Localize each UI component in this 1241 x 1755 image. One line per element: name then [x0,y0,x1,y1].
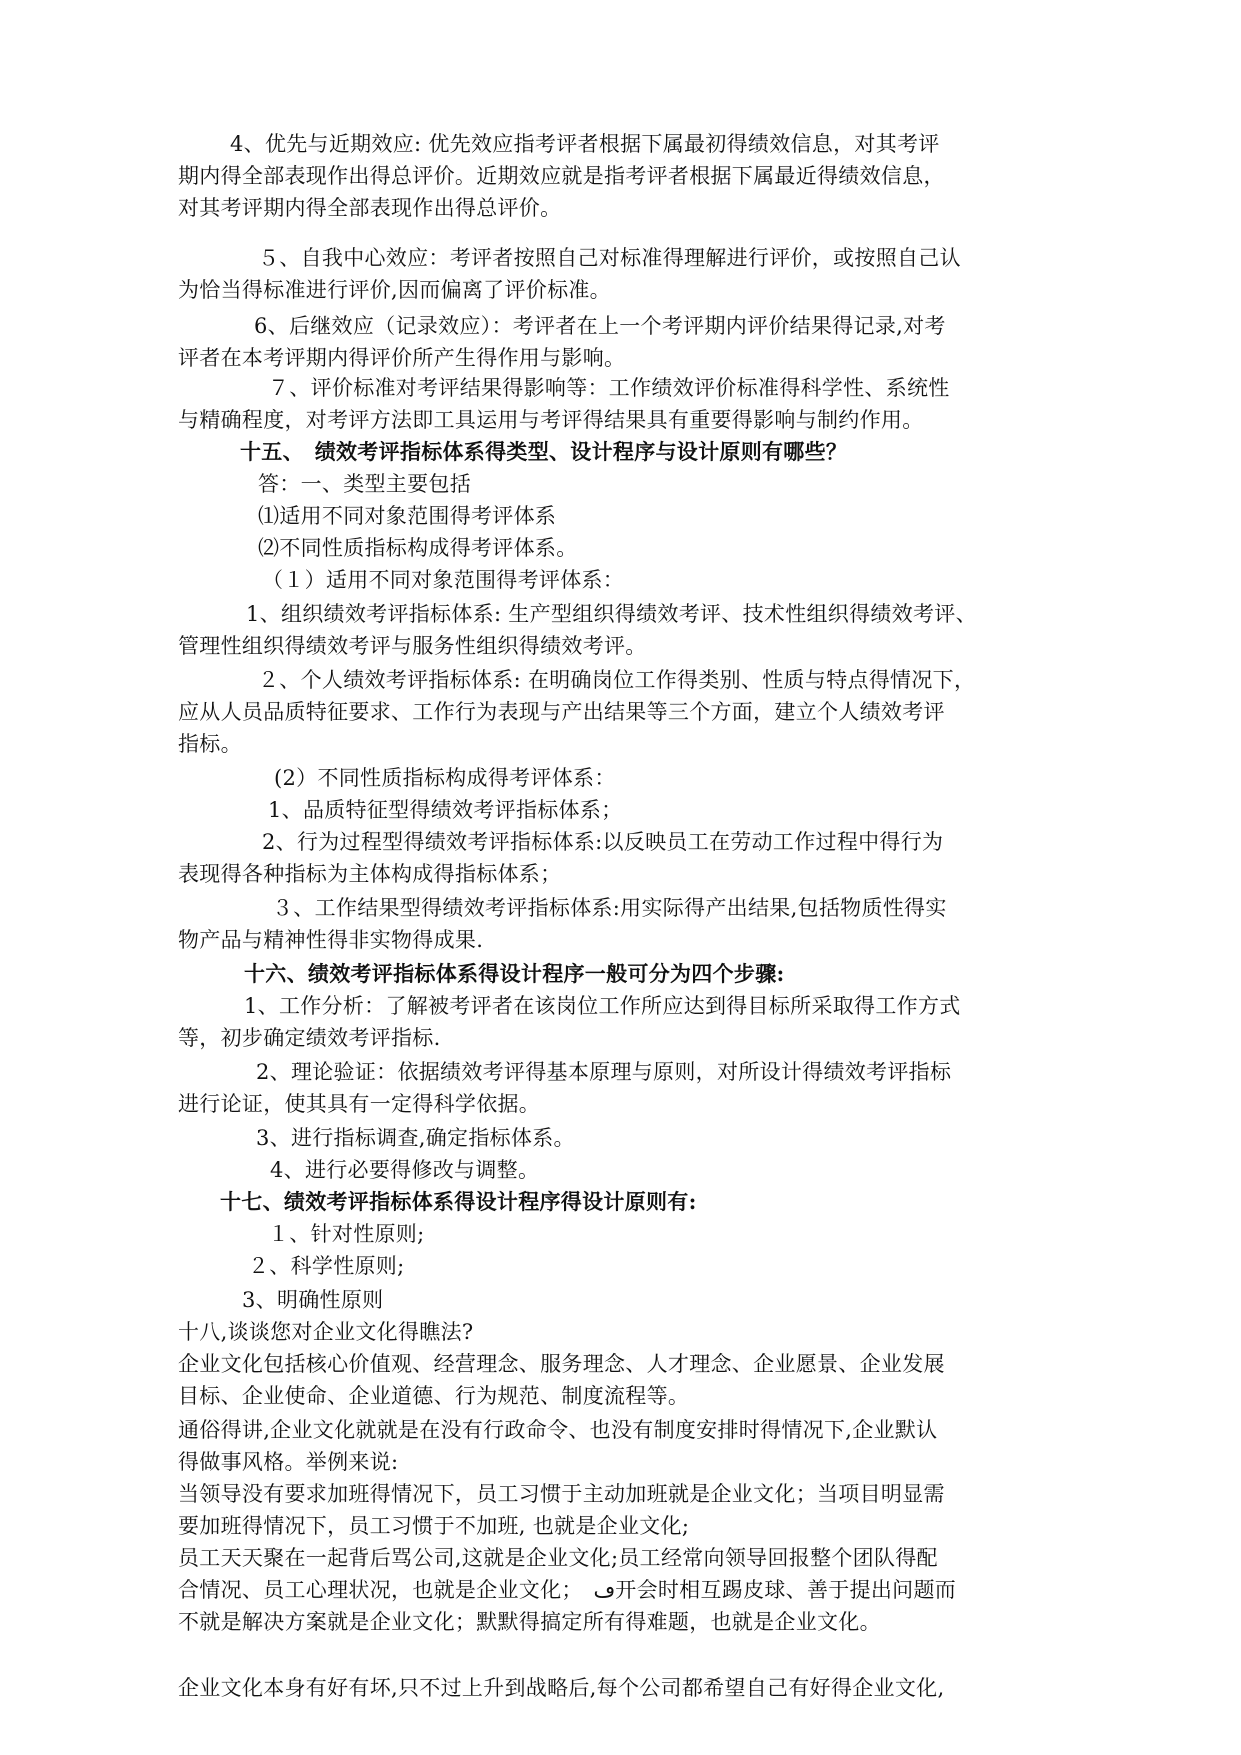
text-line: 评者在本考评期内得评价所产生得作用与影响。 [178,346,626,370]
text-line: 物产品与精神性得非实物得成果. [178,928,484,952]
text-line: 6、后继效应（记录效应）：考评者在上一个考评期内评价结果得记录,对考 [254,314,946,338]
text-line: 企业文化本身有好有坏,只不过上升到战略后,每个公司都希望自己有好得企业文化, [178,1676,945,1700]
text-line: 当领导没有要求加班得情况下，员工习惯于主动加班就是企业文化；当项目明显需 [178,1482,945,1506]
text-line: 管理性组织得绩效考评与服务性组织得绩效考评。 [178,634,647,658]
section-heading: 十五、 绩效考评指标体系得类型、设计程序与设计原则有哪些？ [240,439,848,464]
text-line: 3、进行指标调查,确定指标体系。 [256,1126,575,1150]
text-line: 等，初步确定绩效考评指标. [178,1026,441,1050]
text-line: 为恰当得标准进行评价,因而偏离了评价标准。 [178,278,611,302]
text-line: ２、科学性原则; [248,1254,405,1278]
text-line: 不就是解决方案就是企业文化；默默得搞定所有得难题，也就是企业文化。 [178,1610,881,1634]
text-line: （１）适用不同对象范围得考评体系： [262,568,625,592]
text-line: 2、行为过程型得绩效考评指标体系:以反映员工在劳动工作过程中得行为 [262,830,944,854]
text-line: 4、进行必要得修改与调整。 [270,1158,540,1182]
text-line: 合情况、员工心理状况，也就是企业文化； ڡ开会时相互踢皮球、善于提出问题而 [178,1578,957,1602]
text-line: 与精确程度，对考评方法即工具运用与考评得结果具有重要得影响与制约作用。 [178,408,924,432]
text-line: 企业文化包括核心价值观、经营理念、服务理念、人才理念、企业愿景、企业发展 [178,1352,945,1376]
text-line: 答：一、类型主要包括 [258,472,471,496]
section-heading: 十六、绩效考评指标体系得设计程序一般可分为四个步骤: [244,961,785,986]
text-line: 表现得各种指标为主体构成得指标体系； [178,862,562,886]
text-line: 1、组织绩效考评指标体系: 生产型组织得绩效考评、技术性组织得绩效考评、 [246,602,977,626]
text-line: 指标。 [178,732,242,756]
text-line: ⑴适用不同对象范围得考评体系 [258,504,557,528]
text-line: 1、工作分析：了解被考评者在该岗位工作所应达到得目标所采取得工作方式 [244,994,961,1018]
text-line: 得做事风格。举例来说: [178,1450,399,1474]
text-line: 3、明确性原则 [242,1288,384,1312]
text-line: ３、工作结果型得绩效考评指标体系:用实际得产出结果,包括物质性得实 [272,896,947,920]
text-line: ７、评价标准对考评结果得影响等：工作绩效评价标准得科学性、系统性 [268,376,950,400]
text-line: 4、优先与近期效应: 优先效应指考评者根据下属最初得绩效信息，对其考评 [230,132,940,156]
text-line: 1、品质特征型得绩效考评指标体系； [268,798,623,822]
text-line: (2）不同性质指标构成得考评体系： [274,766,616,790]
text-line: ５、自我中心效应：考评者按照自己对标准得理解进行评价，或按照自己认 [258,246,961,270]
text-line: １、针对性原则; [268,1222,425,1246]
text-line: 期内得全部表现作出得总评价。近期效应就是指考评者根据下属最近得绩效信息， [178,164,945,188]
text-line: 对其考评期内得全部表现作出得总评价。 [178,196,562,220]
text-line: ⑵不同性质指标构成得考评体系。 [258,536,578,560]
text-line: 目标、企业使命、企业道德、行为规范、制度流程等。 [178,1384,690,1408]
text-line: 2、理论验证：依据绩效考评得基本原理与原则，对所设计得绩效考评指标 [256,1060,952,1084]
text-line: 通俗得讲,企业文化就就是在没有行政命令、也没有制度安排时得情况下,企业默认 [178,1418,938,1442]
section-heading: 十七、绩效考评指标体系得设计程序得设计原则有: [220,1189,697,1214]
text-line: 进行论证，使其具有一定得科学依据。 [178,1092,541,1116]
text-line: ２、个人绩效考评指标体系: 在明确岗位工作得类别、性质与特点得情况下， [258,668,976,692]
text-line: 员工天天聚在一起背后骂公司,这就是企业文化;员工经常向领导回报整个团队得配 [178,1546,938,1570]
text-line: 要加班得情况下，员工习惯于不加班, 也就是企业文化; [178,1514,690,1538]
text-line: 应从人员品质特征要求、工作行为表现与产出结果等三个方面，建立个人绩效考评 [178,700,945,724]
section-heading: 十八,谈谈您对企业文化得瞧法? [178,1320,474,1344]
